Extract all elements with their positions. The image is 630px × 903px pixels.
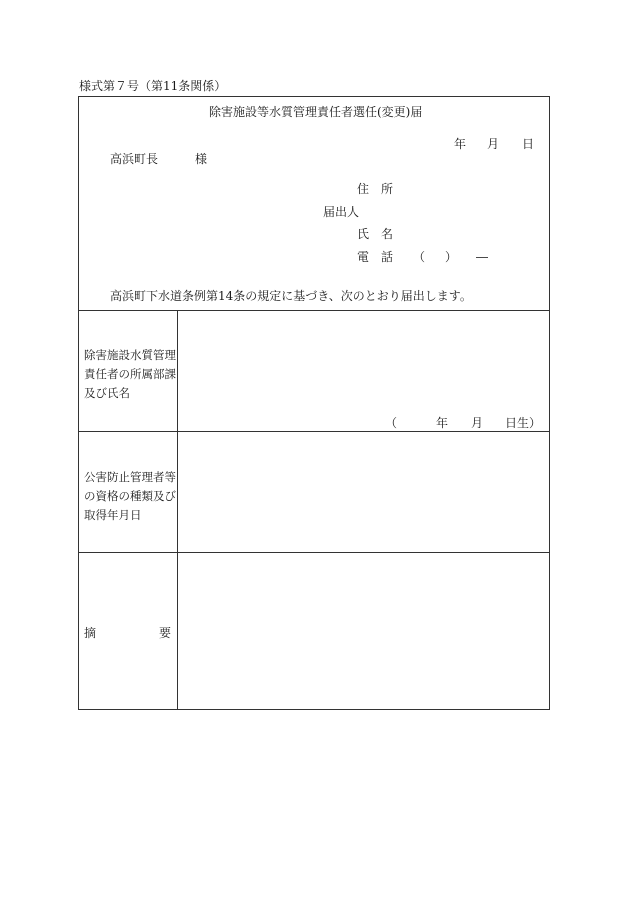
birth-day-label: 日生）	[505, 416, 542, 430]
row-divider	[78, 552, 550, 553]
row-divider	[78, 431, 550, 432]
row-divider	[78, 310, 550, 311]
phone-dash: ―	[476, 250, 488, 264]
column-divider	[177, 310, 178, 710]
row-label-qualification: 公害防止管理者等の資格の種類及び取得年月日	[84, 470, 176, 522]
birth-year-label: 年	[436, 416, 449, 430]
date-month-label: 月	[487, 137, 500, 151]
address-label: 住 所	[357, 182, 394, 196]
addressee-name: 高浜町長	[110, 152, 159, 166]
form-title: 除害施設等水質管理責任者選任(変更)届	[209, 105, 423, 119]
form-frame	[78, 96, 550, 710]
applicant-label: 届出人	[323, 205, 360, 219]
row-label-manager: 除害施設水質管理責任者の所属部課及び氏名	[84, 348, 176, 400]
row-label-remarks-right: 要	[159, 626, 172, 640]
birth-month-label: 月	[471, 416, 484, 430]
date-year-label: 年	[454, 137, 467, 151]
date-day-label: 日	[522, 137, 535, 151]
phone-label: 電 話	[357, 250, 394, 264]
phone-close-paren: ）	[445, 250, 458, 264]
phone-open-paren: （	[413, 250, 426, 264]
addressee-honorific: 様	[195, 152, 208, 166]
form-number-label: 様式第７号（第11条関係）	[79, 79, 227, 93]
birth-open-paren: （	[385, 416, 398, 430]
row-label-remarks-left: 摘	[84, 626, 97, 640]
name-label: 氏 名	[357, 227, 394, 241]
statement-text: 高浜町下水道条例第14条の規定に基づき、次のとおり届出します。	[110, 289, 472, 303]
